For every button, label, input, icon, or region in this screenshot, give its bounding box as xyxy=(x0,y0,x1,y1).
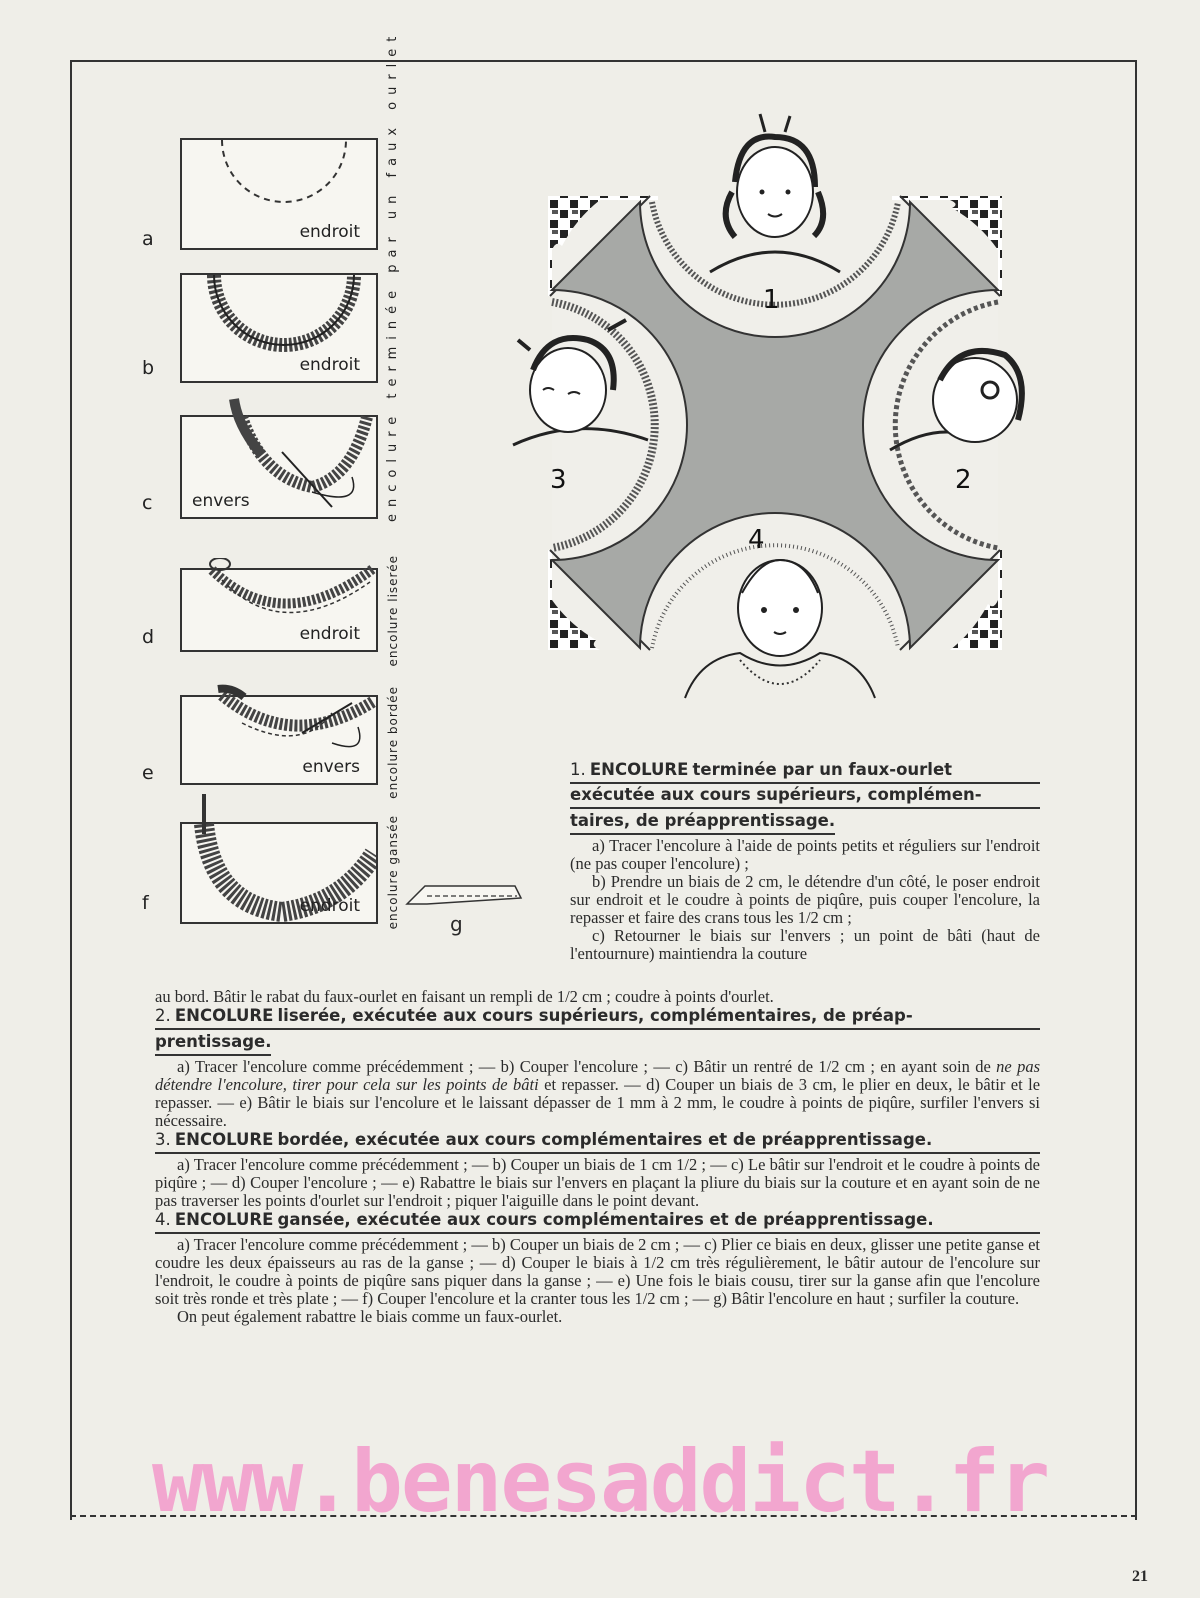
section-title-line: prentissage. xyxy=(155,1032,272,1051)
figure-g-label: g xyxy=(450,912,463,936)
section-paragraph: a) Tracer l'encolure comme précédemment ; — b) Couper un biais de 1 cm 1/2 ; — c) Le bâtir sur l'endroit et le coudre à points de piqûre ; — d) Couper l'encolure ; — e) Rabattre le biais sur l'envers en plaçant la pliure du biais sur la couture et en ayant soin de ne pas traverser les points d'ourlet sur l'endroit ; piquer l'aiguille dans le point devant. xyxy=(155,1155,1040,1210)
page-number: 21 xyxy=(1132,1568,1148,1585)
section-paragraph: au bord. Bâtir le rabat du faux-ourlet en faisant un rempli de 1/2 cm ; coudre à points d'ourlet. xyxy=(155,987,774,1006)
panel-word: endroit xyxy=(299,222,360,242)
model-number-3: 3 xyxy=(550,465,567,495)
section-paragraph: a) Tracer l'encolure comme précédemment ; — b) Couper un biais de 2 cm ; — c) Plier ce biais en deux, glisser une petite ganse et coudre les deux épaisseurs au ras de la ganse ; — d) Couper le biais à 1/2 cm très régulièrement, le bâtir autour de l'encolure sur l'endroit, le coudre à points de piqûre sans piquer dans la ganse ; — e) Une fois le biais cousu, tirer sur la ganse afin que l'encolure soit très ronde et très plate ; — f) Couper l'encolure et la cranter tous les 1/2 cm ; — g) Bâtir l'encolure en haut ; surfiler la couture. xyxy=(155,1235,1040,1308)
side-label-bordee: encolure bordée xyxy=(386,686,400,799)
section-number: 2. xyxy=(155,1006,171,1025)
paragraph-text: et repasser. — d) Couper un biais de 3 cm, le plier en deux, le bâtir et le repasser. — e) Bâtir le biais sur l'encolure et le laissant dépasser de 1 mm à 2 mm, le coudre à points de piqûre, surfiler l'envers si nécessaire. xyxy=(155,1075,1041,1130)
section-paragraph: a) Tracer l'encolure à l'aide de points petits et réguliers sur l'endroit (ne pas couper l'encolure) ; xyxy=(570,836,1040,873)
girl-head-2-illustration xyxy=(880,330,1040,480)
section-title: ENCOLURE xyxy=(589,760,689,779)
section-title-rest: gansée, exécutée aux cours complémentaires et de préapprentissage. xyxy=(277,1210,934,1229)
side-label-gansee: encolure gansée xyxy=(386,815,400,930)
section-title-rest: terminée par un faux-ourlet xyxy=(692,760,953,779)
panel-letter: f xyxy=(142,892,149,914)
section-title-line: taires, de préapprentissage. xyxy=(570,811,836,830)
section-title-rest: bordée, exécutée aux cours complémentaires et de préapprentissage. xyxy=(277,1130,933,1149)
panel-letter: c xyxy=(142,492,153,514)
panel-letter: d xyxy=(142,626,155,648)
model-number-2: 2 xyxy=(955,465,972,495)
panel-e xyxy=(180,695,378,785)
section-paragraph: On peut également rabattre le biais comme un faux-ourlet. xyxy=(177,1307,563,1326)
panel-a xyxy=(180,138,378,250)
panel-f xyxy=(180,822,378,924)
section-paragraph: c) Retourner le biais sur l'envers ; un point de bâti (haut de l'entournure) maintiendra la couture xyxy=(570,926,1040,963)
paragraph-italic: ne pas détendre l'encolure, tirer pour cela sur les points de bâti xyxy=(155,1057,1041,1094)
panel-letter: a xyxy=(142,228,154,250)
panel-word: envers xyxy=(302,757,360,777)
main-text xyxy=(155,988,1040,1326)
section-title: ENCOLURE xyxy=(174,1210,274,1229)
panel-word: endroit xyxy=(299,624,360,644)
section-number: 3. xyxy=(155,1130,171,1149)
section-1-header xyxy=(570,760,1040,963)
model-number-1: 1 xyxy=(763,285,780,315)
panel-word: envers xyxy=(192,491,250,511)
section-paragraph: b) Prendre un biais de 2 cm, le détendre d'un côté, le poser endroit sur endroit et le coudre à points de piqûre, puis couper l'encolure, la repasser et faire des crans tous les 1/2 cm ; xyxy=(570,872,1040,927)
side-label-liseree: encolure liserée xyxy=(386,555,400,667)
folded-bias-illustration xyxy=(405,880,525,912)
section-number: 1. xyxy=(570,760,586,779)
paragraph-text: a) Tracer l'encolure comme précédemment ; — b) Couper l'encolure ; — c) Bâtir un rentré de 1/2 cm ; en ayant soin de xyxy=(177,1057,991,1076)
baby-head-4-illustration xyxy=(680,548,880,718)
girl-head-1-illustration xyxy=(690,112,860,282)
section-title-rest: liserée, exécutée aux cours supérieurs, complémentaires, de préap- xyxy=(277,1006,913,1025)
section-title-line: exécutée aux cours supérieurs, complémen- xyxy=(570,785,982,804)
girl-head-3-illustration xyxy=(508,300,658,460)
side-label-faux-ourlet: encolure terminée par un faux ourlet xyxy=(385,29,400,522)
panel-word: endroit xyxy=(299,896,360,916)
section-title: ENCOLURE xyxy=(174,1006,274,1025)
section-title: ENCOLURE xyxy=(174,1130,274,1149)
panel-letter: b xyxy=(142,357,155,379)
watermark: www.benesaddict.fr xyxy=(152,1432,1048,1532)
model-number-4: 4 xyxy=(748,525,765,555)
panel-d xyxy=(180,568,378,652)
panel-b xyxy=(180,273,378,383)
panel-c xyxy=(180,415,378,519)
section-paragraph xyxy=(155,1058,1040,1130)
section-number: 4. xyxy=(155,1210,171,1229)
panel-word: endroit xyxy=(299,355,360,375)
panel-letter: e xyxy=(142,762,154,784)
